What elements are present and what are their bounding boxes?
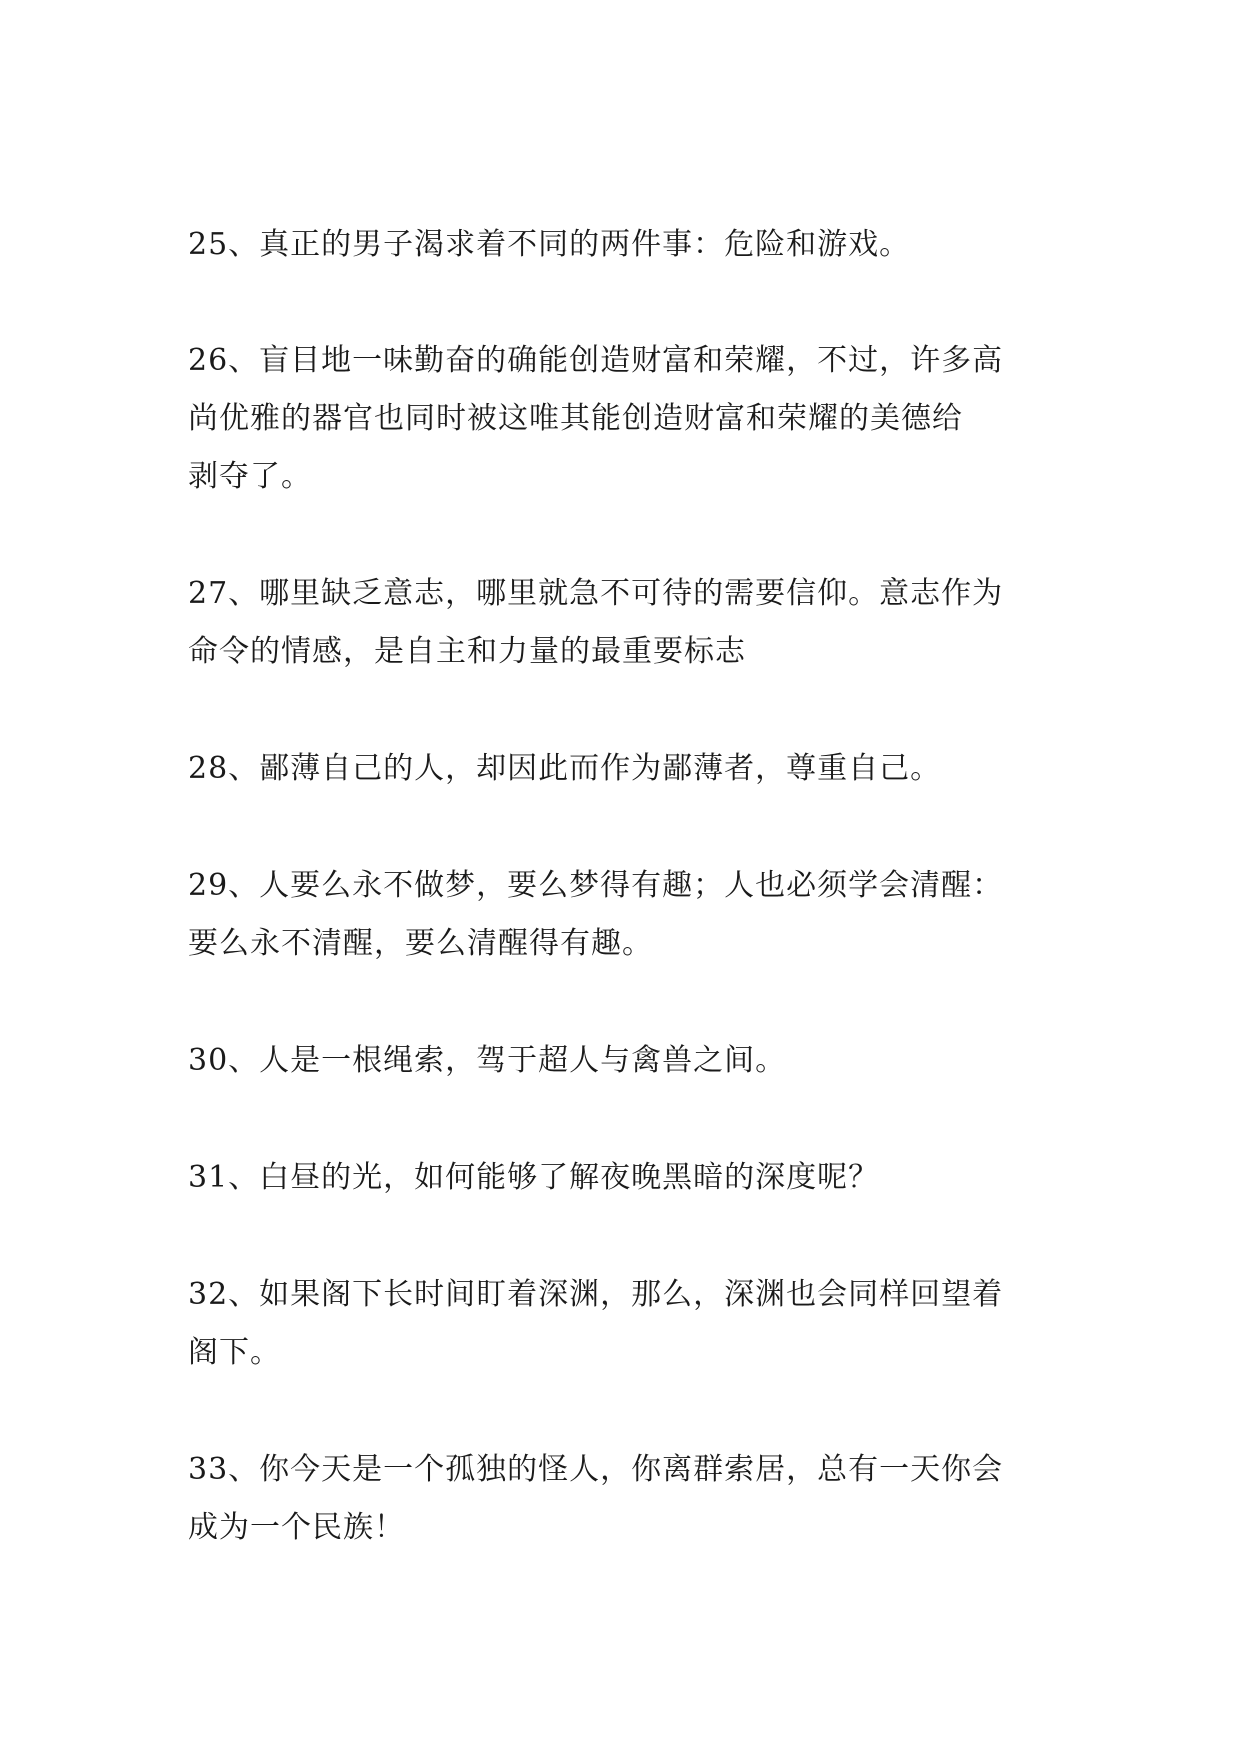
quote-line: 31、白昼的光，如何能够了解夜晚黑暗的深度呢？ [188,1160,880,1195]
quote-line: 27、哪里缺乏意志，哪里就急不可待的需要信仰。意志作为 [188,576,1004,611]
quote-line: 阁下。 [188,1335,281,1370]
quote-line: 要么永不清醒，要么清醒得有趣。 [188,926,653,961]
quote-30 [188,1032,1088,1090]
quote-32 [188,1266,1088,1382]
quote-line: 32、如果阁下长时间盯着深渊，那么，深渊也会同样回望着 [188,1277,1004,1312]
quote-line: 命令的情感，是自主和力量的最重要标志 [188,634,746,669]
quote-line: 剥夺了。 [188,459,312,494]
quote-line: 30、人是一根绳索，驾于超人与禽兽之间。 [188,1043,787,1078]
quote-line: 尚优雅的器官也同时被这唯其能创造财富和荣耀的美德给 [188,401,963,436]
quote-line: 29、人要么永不做梦，要么梦得有趣；人也必须学会清醒： [188,868,1004,903]
quote-31 [188,1149,1088,1207]
quote-28 [188,740,1088,798]
quote-line: 33、你今天是一个孤独的怪人，你离群索居，总有一天你会 [188,1452,1004,1487]
quote-line: 26、盲目地一味勤奋的确能创造财富和荣耀，不过，许多高 [188,343,1004,378]
quote-27 [188,565,1088,681]
quote-line: 成为一个民族！ [188,1510,405,1545]
quote-line: 25、真正的男子渴求着不同的两件事：危险和游戏。 [188,227,911,262]
quote-29 [188,857,1088,973]
quote-line: 28、鄙薄自己的人，却因此而作为鄙薄者，尊重自己。 [188,751,942,786]
quote-33 [188,1441,1088,1557]
quote-26 [188,332,1088,506]
quote-25 [188,216,1088,274]
